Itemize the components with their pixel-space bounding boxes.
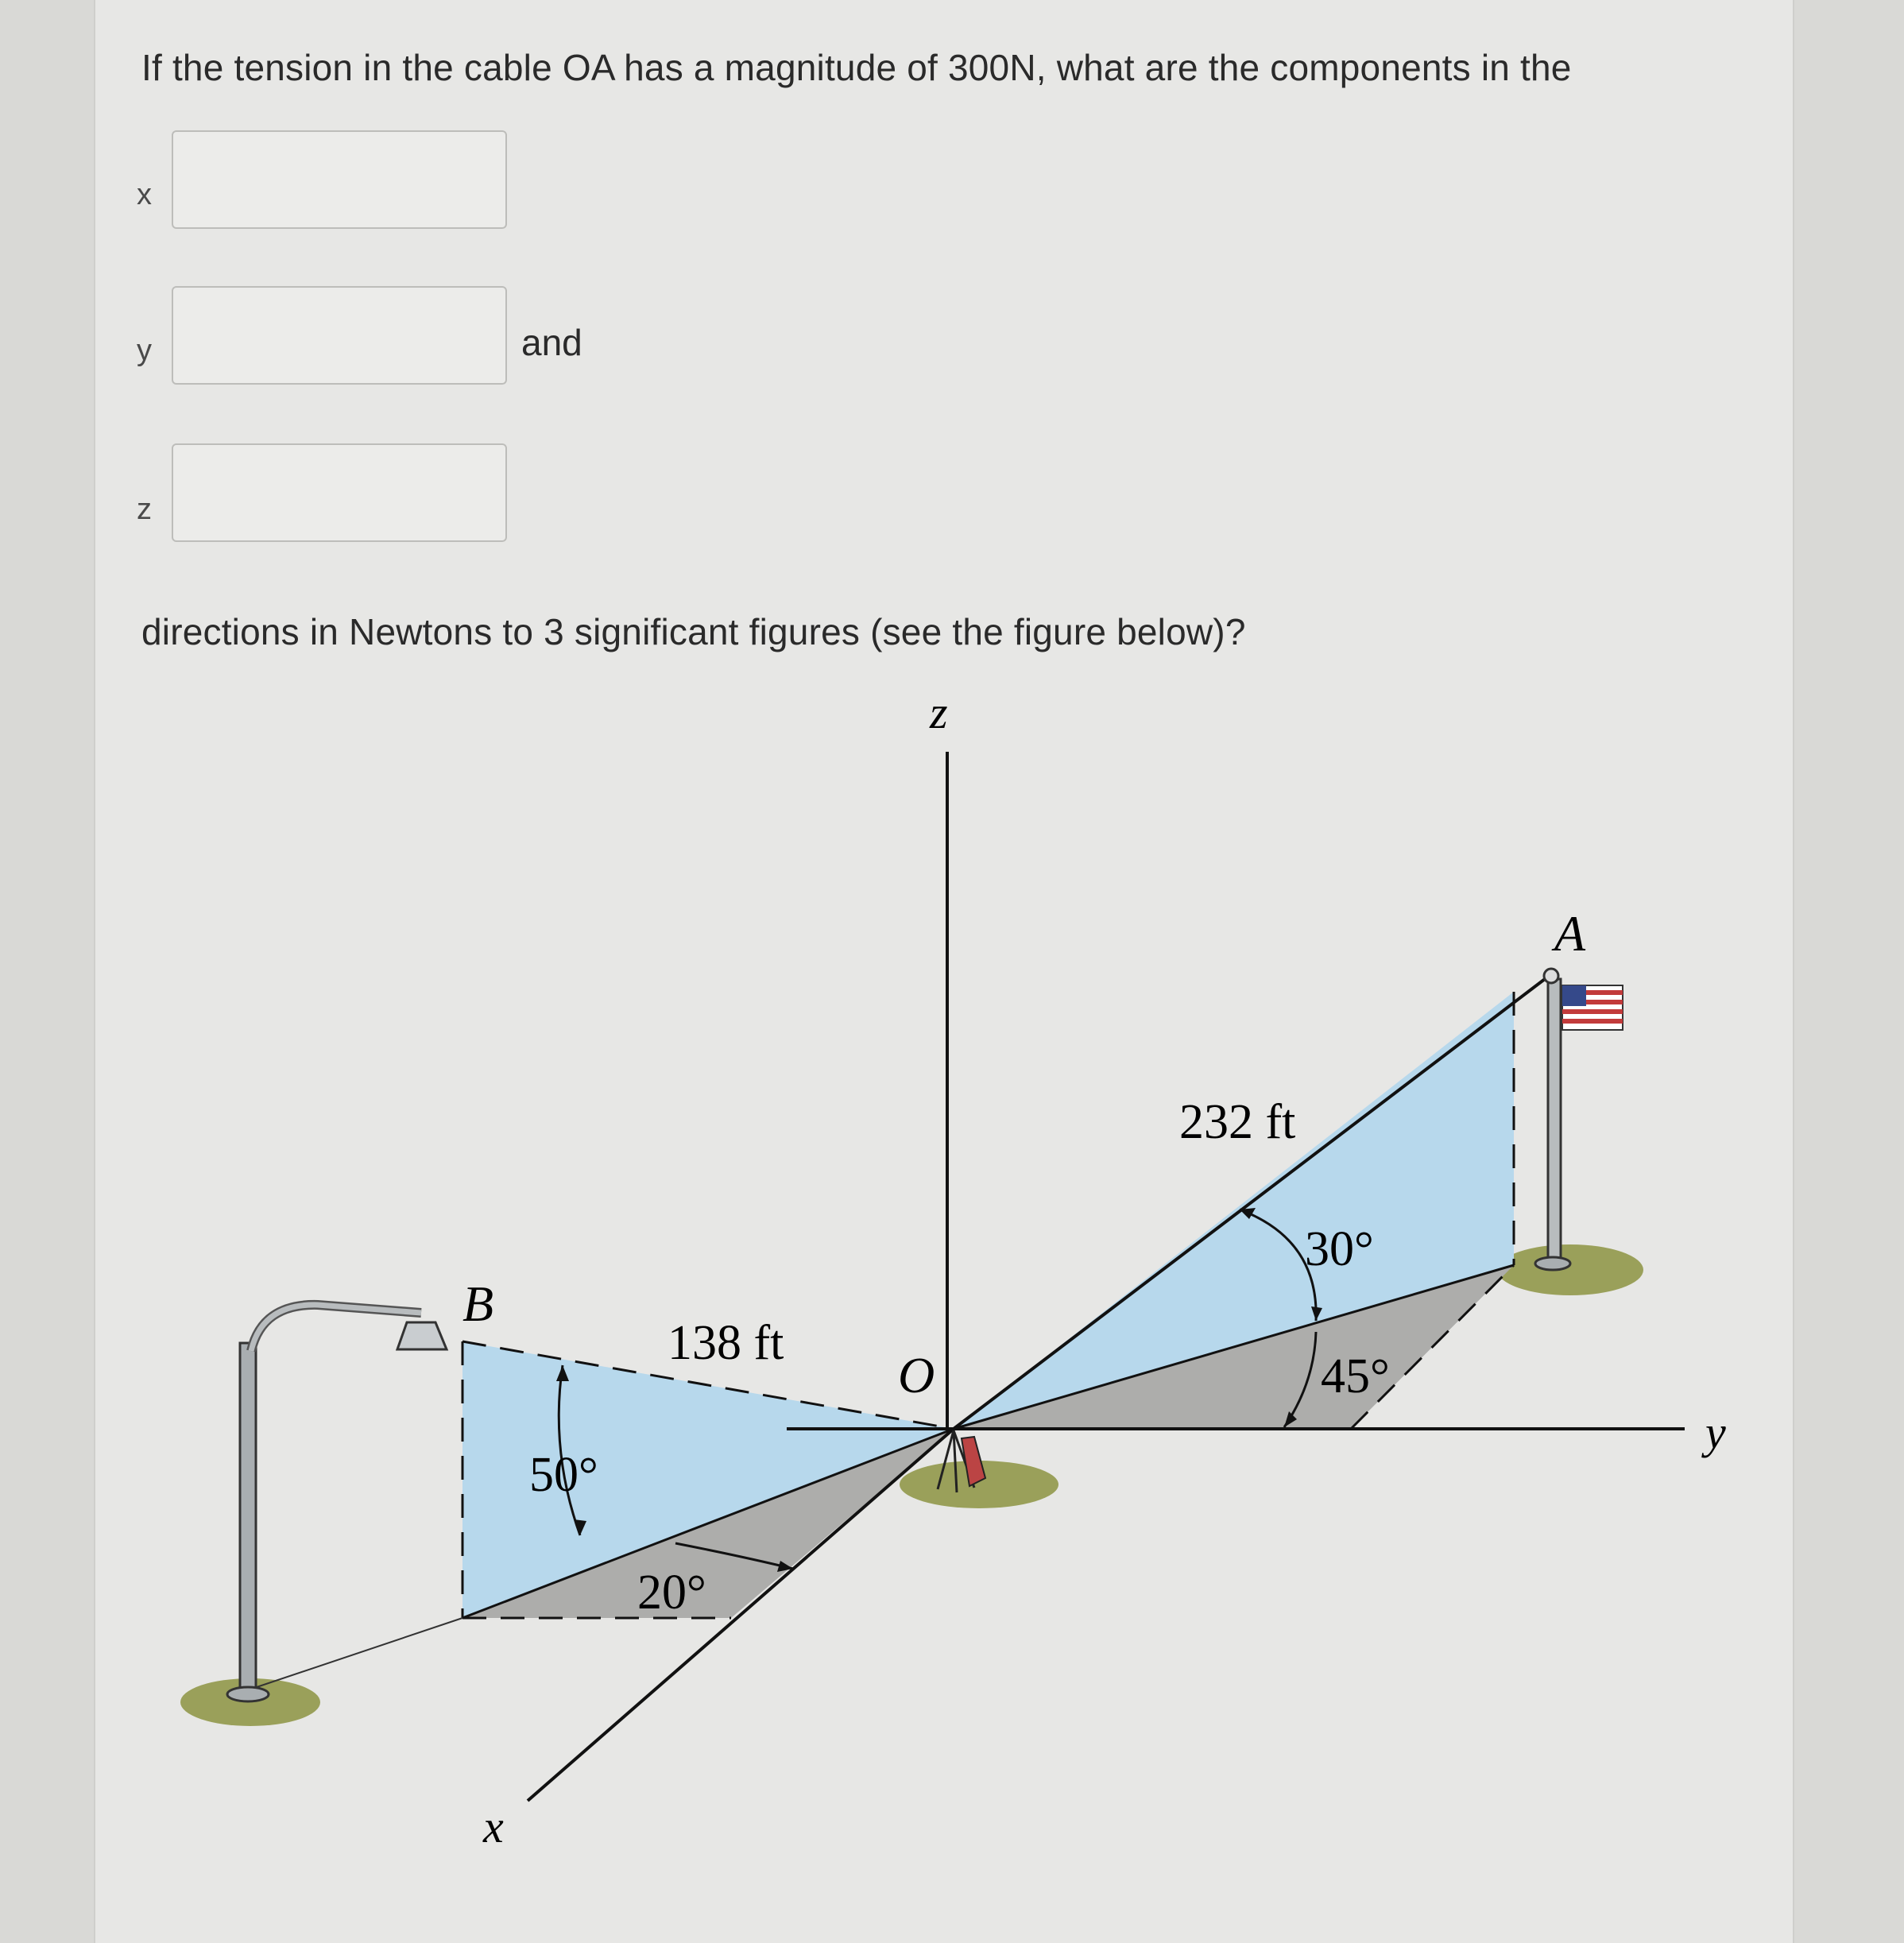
z-axis-label: z (930, 687, 948, 738)
lamp-guide-line (254, 1618, 462, 1688)
flag-pole-base (1535, 1257, 1570, 1270)
length-oa-label: 232 ft (1179, 1095, 1296, 1149)
flag-pole (1548, 979, 1561, 1262)
lamp-base (227, 1687, 269, 1701)
x-axis-label: x (483, 1801, 504, 1852)
length-ob-label: 138 ft (668, 1316, 784, 1370)
flag-pole-cap (1544, 969, 1558, 983)
x-label: x (137, 178, 152, 211)
question-text-line2: directions in Newtons to 3 significant figures (see the figure below)? (141, 611, 1246, 652)
lamp-arm-highlight (251, 1305, 421, 1351)
point-b-label: B (462, 1275, 494, 1332)
question-text-line1: If the tension in the cable OA has a magnitude of 300N, what are the components in the (141, 47, 1572, 88)
y-label: y (137, 334, 152, 367)
flag-icon (1562, 985, 1623, 1030)
z-label: z (137, 493, 152, 526)
lamp-head (397, 1322, 447, 1349)
lamp-post (240, 1343, 256, 1693)
angle-45-label: 45° (1321, 1349, 1390, 1403)
point-o-label: O (898, 1347, 935, 1403)
point-a-label: A (1554, 905, 1586, 962)
angle-30-label: 30° (1305, 1222, 1374, 1276)
and-connector: and (521, 322, 582, 363)
y-axis-label: y (1705, 1407, 1726, 1458)
angle-20-label: 20° (637, 1566, 706, 1620)
angle-50-label: 50° (529, 1448, 598, 1502)
grass-patch-right (1497, 1244, 1643, 1295)
